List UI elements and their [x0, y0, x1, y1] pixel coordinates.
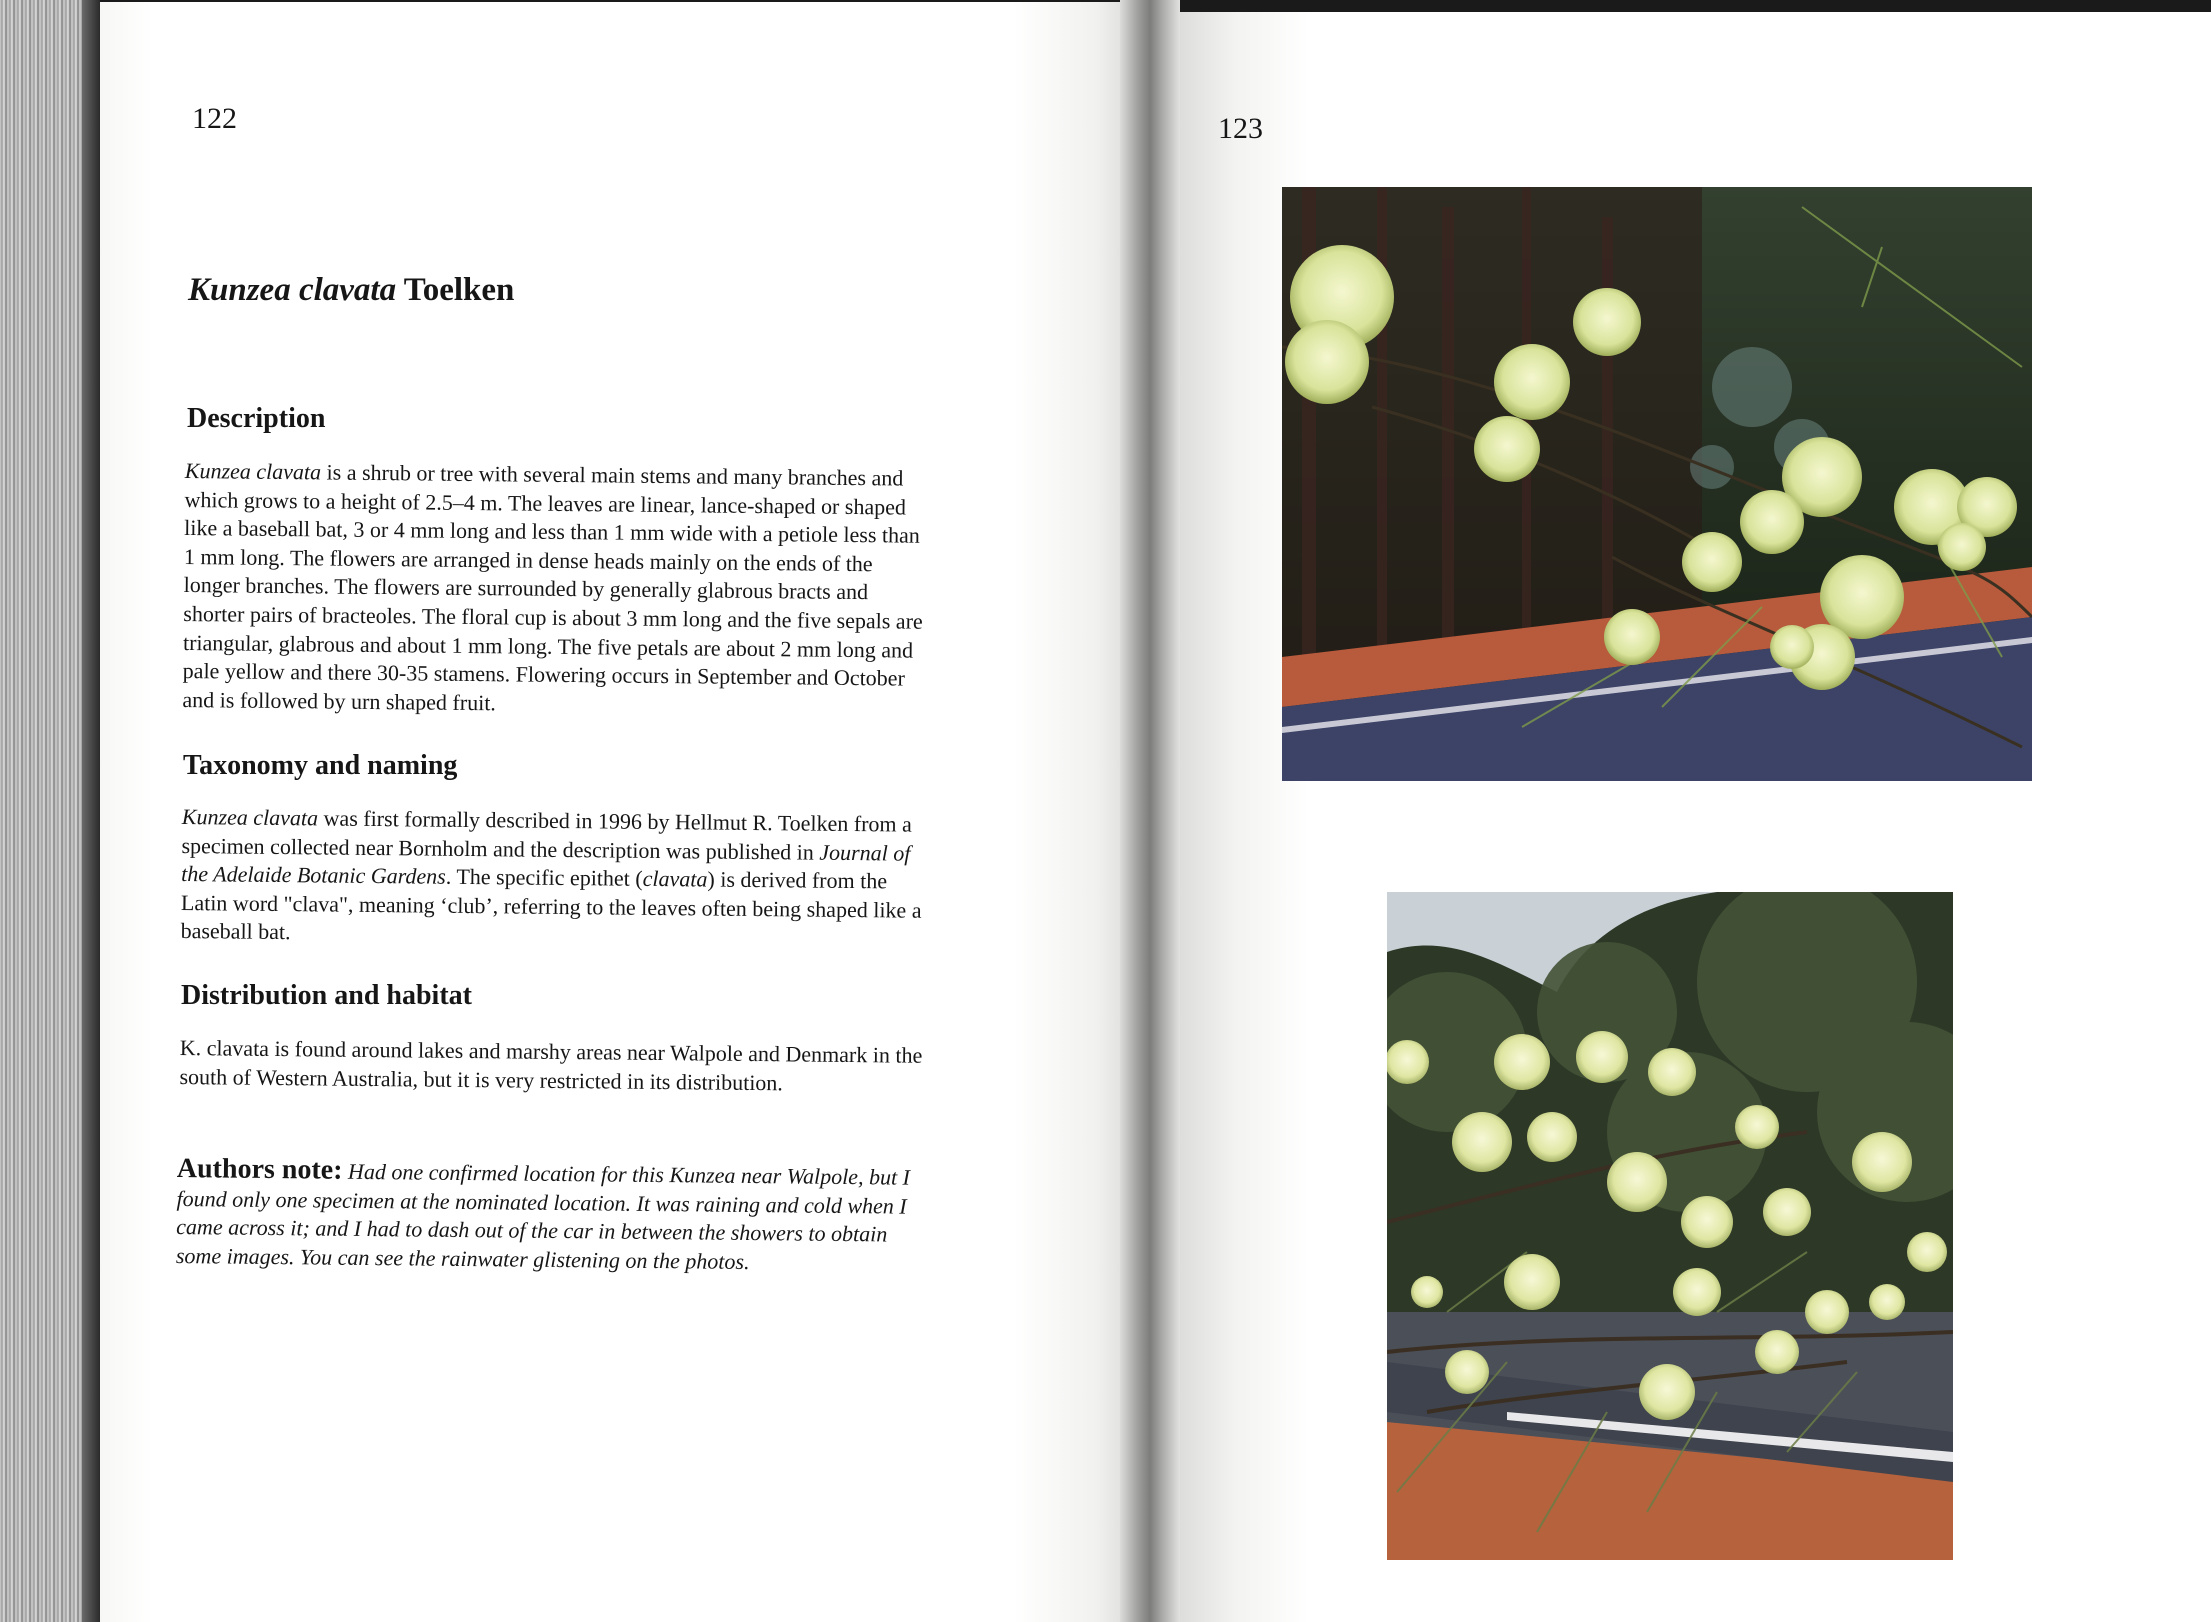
- taxonomy-paragraph: [181, 803, 1032, 955]
- book-page-edges: [0, 0, 100, 1622]
- italic-journal-title: Journal of: [819, 839, 911, 866]
- page-number-left: 122: [192, 102, 237, 135]
- heading-taxonomy: Taxonomy and naming: [183, 750, 458, 781]
- photo-illustration: [1387, 892, 1953, 1560]
- authors-note-label: Authors note:: [176, 1153, 343, 1186]
- text-line: some images. You can see the rainwater glistening on the photos.: [175, 1242, 750, 1274]
- description-paragraph: [182, 457, 1035, 723]
- text-run: . The specific epithet (: [445, 863, 643, 892]
- species-title: [188, 272, 514, 309]
- text-line: K. clavata is found around lakes and marshy areas near Walpole and Denmark in the: [179, 1035, 923, 1068]
- text-line: triangular, glabrous and about 1 mm long. The five petals are about 2 mm long and: [182, 629, 914, 663]
- text-line: pale yellow and there 30-35 stamens. Flowering occurs in September and October: [182, 658, 905, 691]
- text-line: baseball bat.: [180, 918, 291, 945]
- photo-illustration: [1282, 187, 2032, 781]
- species-scientific-name: Kunzea clavata: [188, 272, 397, 308]
- kunzea-branch-over-road-photo: [1387, 892, 1953, 1560]
- text-run: was first formally described in 1996 by Hellmut R. Toelken from a: [317, 805, 912, 837]
- text-line: longer branches. The flowers are surrounded by generally glabrous bracts and: [183, 572, 869, 605]
- italic-journal-title: the Adelaide Botanic Gardens: [181, 861, 446, 889]
- text-line: came across it; and I had to dash out of the car in between the showers to obtain: [176, 1214, 888, 1247]
- text-line: which grows to a height of 2.5–4 m. The leaves are linear, lance-shaped or shaped: [184, 486, 907, 520]
- authors-note: [176, 1155, 1027, 1279]
- text-run: specimen collected near Bornholm and the description was published in: [181, 832, 820, 865]
- book-gutter: [1120, 0, 1180, 1622]
- heading-distribution: Distribution and habitat: [181, 980, 472, 1011]
- text-line: like a baseball bat, 3 or 4 mm long and less than 1 mm wide with a petiole less than: [184, 515, 920, 548]
- heading-description: Description: [187, 403, 326, 434]
- text-line: south of Western Australia, but it is very restricted in its distribution.: [179, 1063, 784, 1095]
- kunzea-flowers-roadside-photo: [1282, 187, 2032, 781]
- italic-epithet: clavata: [642, 866, 708, 892]
- italic-species-name: Kunzea clavata: [184, 457, 322, 485]
- italic-species-name: Kunzea clavata: [181, 803, 319, 831]
- text-run: ) is derived from the: [707, 866, 888, 894]
- text-line: Latin word "clava", meaning ‘club’, referring to the leaves often being shaped like a: [180, 889, 922, 923]
- distribution-paragraph: [179, 1034, 1030, 1100]
- species-author: Toelken: [403, 272, 515, 308]
- text-line: and is followed by urn shaped fruit.: [182, 686, 497, 716]
- text-line: shorter pairs of bracteoles. The floral cup is about 3 mm long and the five sepals are: [183, 600, 923, 634]
- page-number-right: 123: [1218, 112, 1263, 145]
- text-run: Had one confirmed location for this Kunzea near Walpole, but I: [347, 1158, 911, 1190]
- text-line: found only one specimen at the nominated location. It was raining and cold when I: [176, 1185, 907, 1219]
- text-line: 1 mm long. The flowers are arranged in dense heads mainly on the ends of the: [183, 543, 873, 576]
- text-run: is a shrub or tree with several main stems and many branches and: [320, 459, 904, 491]
